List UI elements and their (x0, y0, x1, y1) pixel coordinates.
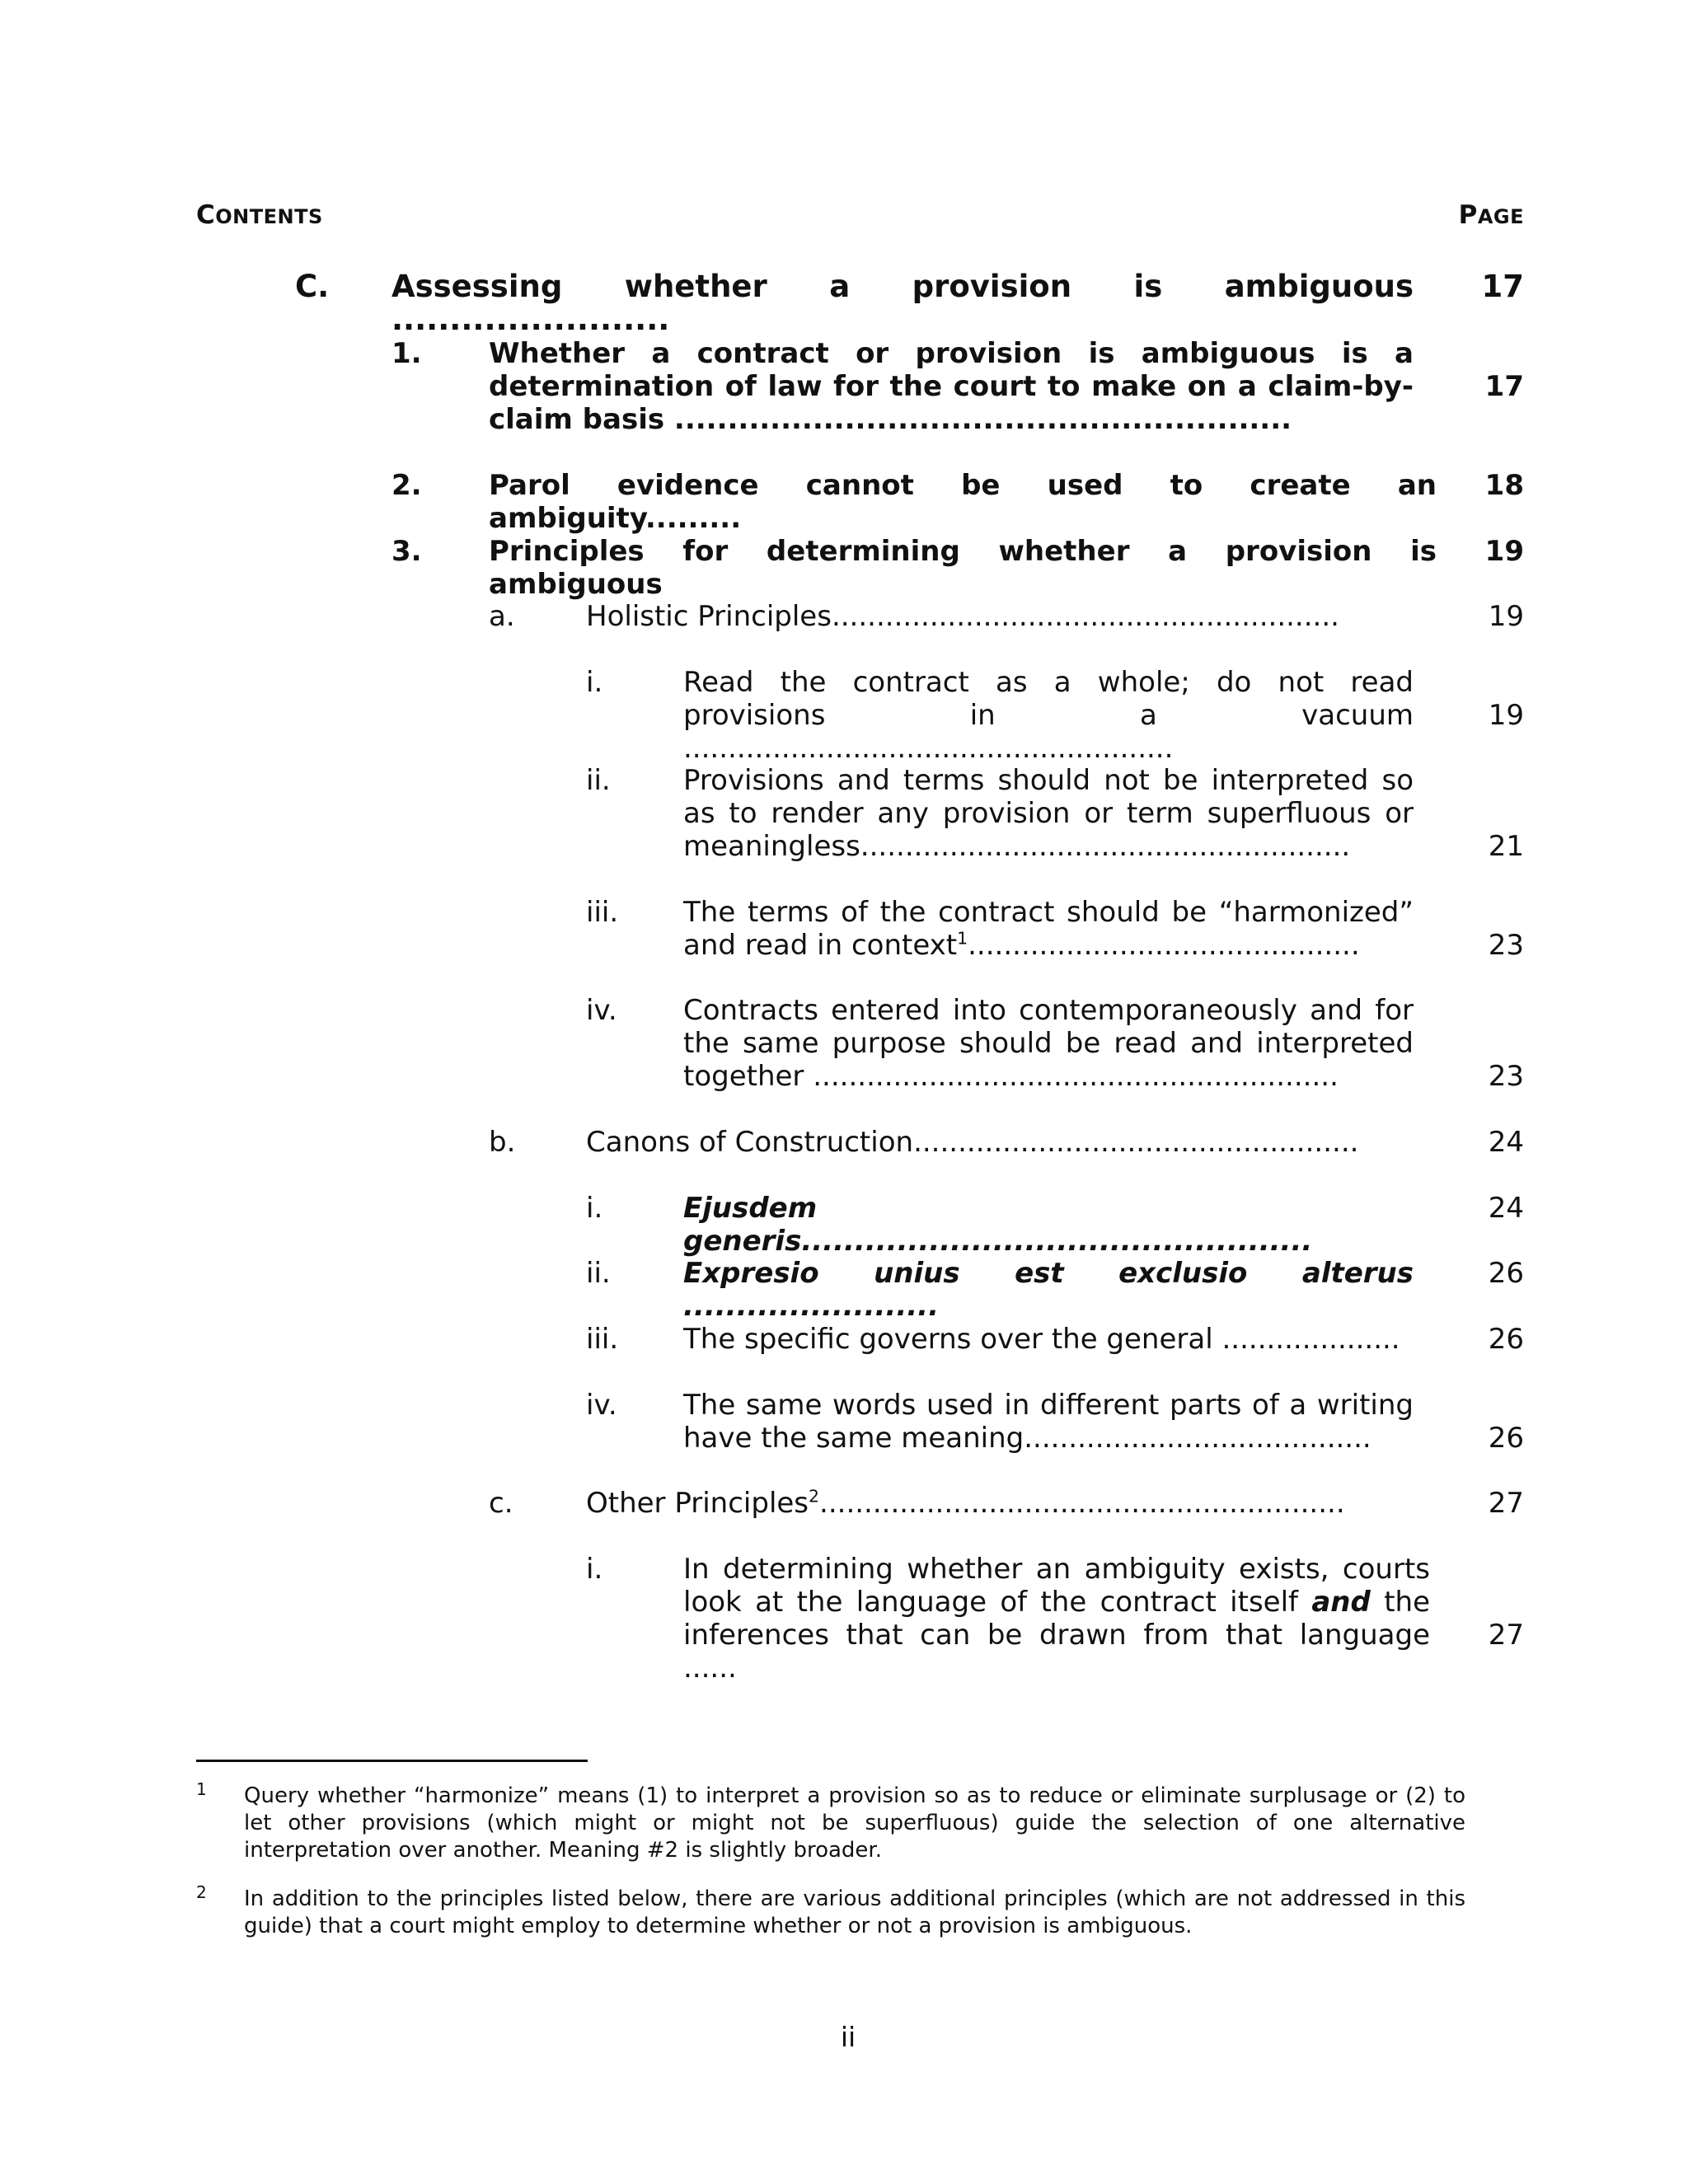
toc-entry-number: b. (489, 1126, 516, 1159)
toc-entry-3b-iii[interactable] (0, 1323, 1688, 1356)
toc-entry-page: 24 (1488, 1126, 1524, 1159)
toc-entry-3b-iv[interactable] (0, 1389, 1688, 1455)
toc-entry-title: The specific governs over the general .................... (683, 1323, 1400, 1356)
toc-entry-title: In determining whether an ambiguity exists, courts look at the language of the contract itself and the inferences that can be drawn from that language ...... (683, 1553, 1430, 1685)
toc-entry-2[interactable] (0, 469, 1688, 535)
footnote-text: Query whether “harmonize” means (1) to interpret a provision so as to reduce or eliminate surplusage or (2) to let other provisions (which might or might not be superfluous) guide the selection of one alternative interpretation over another. Meaning #2 is slightly broader. (244, 1783, 1465, 1863)
toc-entry-number: iii. (586, 1323, 619, 1356)
toc-entry-title: Contracts entered into contemporaneously and for the same purpose should be read and interpreted together ........................................................... (683, 994, 1414, 1093)
toc-entry-page: 19 (1484, 535, 1524, 568)
contents-heading: CONTENTS (196, 200, 323, 230)
toc-entry-3[interactable] (0, 535, 1688, 601)
footnote-text: In addition to the principles listed below, there are various additional principles (which are not addressed in this guide) that a court might employ to determine whether or not a provision is ambiguous. (244, 1886, 1465, 1938)
toc-entry-page: 23 (1488, 1060, 1524, 1093)
toc-entry-page: 26 (1488, 1422, 1524, 1455)
toc-entry-page: 19 (1488, 600, 1524, 633)
toc-entry-number: 1. (392, 337, 422, 370)
toc-entry-page: 26 (1488, 1257, 1524, 1290)
toc-entry-number: iv. (586, 994, 617, 1027)
toc-entry-page: 23 (1488, 929, 1524, 962)
toc-entry-page: 17 (1481, 269, 1524, 304)
toc-entry-3b[interactable] (0, 1126, 1688, 1159)
toc-entry-3c-i[interactable] (0, 1553, 1688, 1685)
footnote-number: 2 (196, 1882, 207, 1902)
toc-entry-title: Provisions and terms should not be interpreted so as to render any provision or term superfluous or meaningless....................................................... (683, 764, 1414, 863)
toc-entry-title: Read the contract as a whole; do not read provisions in a vacuum ....................................................... (683, 666, 1414, 765)
toc-entry-title: Other Principles$^2$........................................................... (586, 1486, 1345, 1520)
footnote-ref-2[interactable]: 2 (809, 1486, 820, 1507)
toc-entry-page: 18 (1484, 469, 1524, 502)
toc-entry-number: i. (586, 1192, 603, 1225)
toc-entry-page: 27 (1488, 1619, 1524, 1652)
toc-entry-page: 19 (1488, 699, 1524, 732)
toc-entry-3b-i[interactable] (0, 1192, 1688, 1258)
toc-entry-title: Whether a contract or provision is ambiguous is a determination of law for the court to make on a claim-by-claim basis .......................................................... (489, 337, 1414, 436)
toc-entry-page: 21 (1488, 830, 1524, 863)
toc-entry-title: Assessing whether a provision is ambiguous ........................ (392, 269, 1414, 337)
footnote-1 (196, 1779, 1465, 1864)
toc-entry-number: iv. (586, 1389, 617, 1422)
toc-entry-page: 27 (1488, 1487, 1524, 1520)
toc-entry-3a-ii[interactable] (0, 764, 1688, 863)
toc-entry-3b-ii[interactable] (0, 1257, 1688, 1323)
toc-entry-3a-iv[interactable] (0, 994, 1688, 1093)
toc-entry-number: i. (586, 666, 603, 699)
toc-entry-number: 3. (392, 535, 422, 568)
toc-entry-number: C. (295, 269, 330, 304)
toc-entry-page: 24 (1488, 1192, 1524, 1225)
toc-entry-title: Canons of Construction.................................................. (586, 1126, 1359, 1159)
page-heading: PAGE (1458, 200, 1524, 230)
toc-entry-3a[interactable] (0, 600, 1688, 633)
footnote-separator (196, 1760, 588, 1762)
toc-entry-page: 26 (1488, 1323, 1524, 1356)
toc-entry-3a-iii[interactable] (0, 896, 1688, 962)
footnote-ref-1[interactable]: 1 (957, 928, 968, 949)
toc-entry-title: The terms of the contract should be “harmonized” and read in context$^1$............................................ (683, 896, 1414, 962)
page-number: ii (840, 2021, 856, 2053)
toc-entry-number: ii. (586, 764, 611, 797)
footnote-number: 1 (196, 1779, 207, 1799)
toc-entry-number: i. (586, 1553, 603, 1586)
toc-entry-number: c. (489, 1487, 513, 1520)
toc-entry-title: Ejusdem generis................................................ (683, 1192, 1313, 1258)
toc-entry-title: Parol evidence cannot be used to create an ambiguity......... (489, 469, 1437, 535)
toc-entry-3c[interactable] (0, 1487, 1688, 1520)
toc-entry-number: a. (489, 600, 515, 633)
toc-entry-title: Holistic Principles......................................................... (586, 600, 1339, 633)
toc-entry-title: Principles for determining whether a provision is ambiguous (489, 535, 1437, 601)
toc-entry-3a-i[interactable] (0, 666, 1688, 765)
toc-entry-number: iii. (586, 896, 619, 929)
toc-entry-1[interactable] (0, 337, 1688, 436)
toc-entry-title: The same words used in different parts of a writing have the same meaning....................................... (683, 1389, 1414, 1455)
footnote-2 (196, 1882, 1465, 1940)
toc-entry-section-c[interactable] (0, 269, 1688, 337)
toc-entry-page: 17 (1484, 370, 1524, 403)
toc-entry-number: ii. (586, 1257, 611, 1290)
toc-entry-number: 2. (392, 469, 422, 502)
toc-entry-title: Expresio unius est exclusio alterus ........................ (683, 1257, 1414, 1323)
